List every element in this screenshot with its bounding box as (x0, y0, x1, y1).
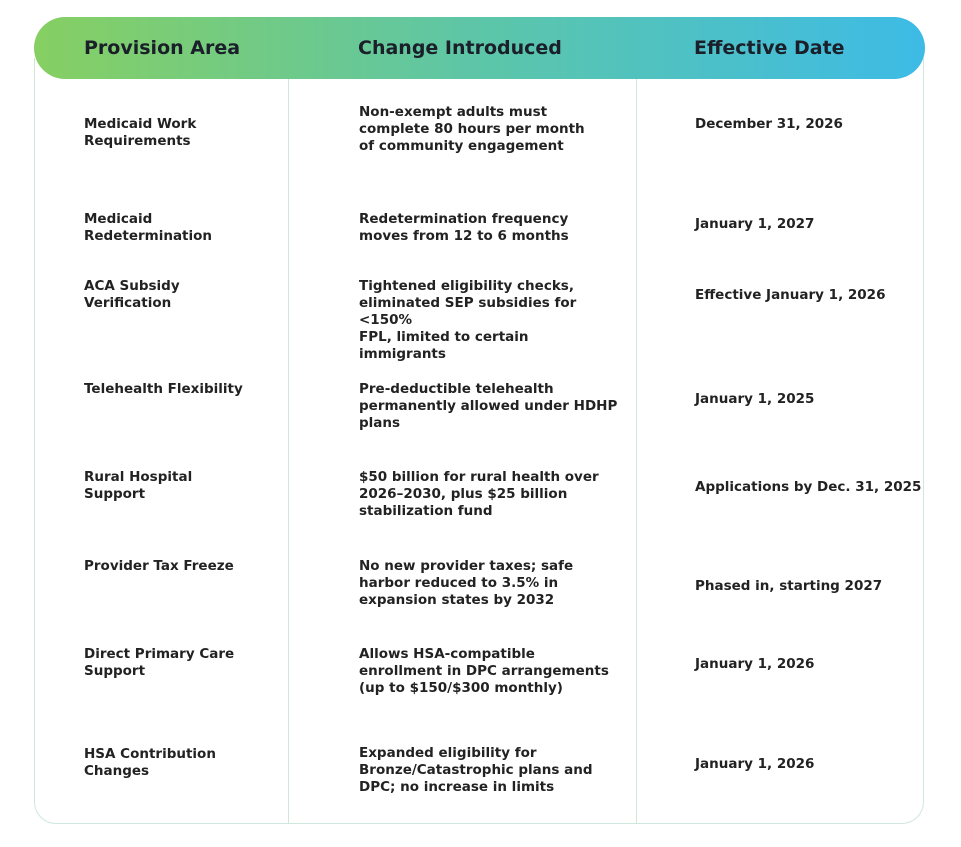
effective-date-cell: January 1, 2026 (695, 656, 815, 672)
effective-date-cell: Phased in, starting 2027 (695, 578, 883, 594)
effective-date-cell: January 1, 2025 (695, 391, 815, 407)
effective-date-cell: January 1, 2026 (695, 756, 815, 772)
column-divider (288, 78, 289, 824)
effective-date-cell: Effective January 1, 2026 (695, 287, 886, 303)
table-header (34, 17, 925, 79)
change-cell: Non-exempt adults must complete 80 hours per month of community engagement (359, 104, 585, 154)
header-change-introduced: Change Introduced (358, 37, 562, 59)
table-frame (34, 58, 924, 824)
provision-area-cell: ACA Subsidy Verification (84, 278, 180, 311)
effective-date-cell: January 1, 2027 (695, 216, 815, 232)
change-cell: Pre-deductible telehealth permanently allowed under HDHP plans (359, 381, 618, 431)
provision-area-cell: Provider Tax Freeze (84, 558, 234, 574)
provision-area-cell: Direct Primary Care Support (84, 646, 235, 679)
change-cell: Tightened eligibility checks, eliminated SEP subsidies for <150% FPL, limited to certain immigrants (359, 278, 577, 362)
change-cell: $50 billion for rural health over 2026–2030, plus $25 billion stabilization fund (359, 469, 599, 519)
provision-area-cell: Rural Hospital Support (84, 469, 193, 502)
provision-area-cell: Medicaid Work Requirements (84, 116, 197, 149)
change-cell: No new provider taxes; safe harbor reduced to 3.5% in expansion states by 2032 (359, 558, 574, 608)
column-divider (636, 78, 637, 824)
provision-area-cell: Medicaid Redetermination (84, 211, 213, 244)
header-provision-area: Provision Area (84, 37, 241, 59)
header-effective-date: Effective Date (694, 37, 845, 59)
provision-area-cell: HSA Contribution Changes (84, 746, 216, 779)
change-cell: Allows HSA-compatible enrollment in DPC arrangements (up to $150/$300 monthly) (359, 646, 609, 696)
change-cell: Redetermination frequency moves from 12 to 6 months (359, 211, 569, 244)
effective-date-cell: Applications by Dec. 31, 2025 (695, 479, 922, 495)
change-cell: Expanded eligibility for Bronze/Catastrophic plans and DPC; no increase in limits (359, 745, 593, 795)
effective-date-cell: December 31, 2026 (695, 116, 843, 132)
provision-area-cell: Telehealth Flexibility (84, 381, 243, 397)
